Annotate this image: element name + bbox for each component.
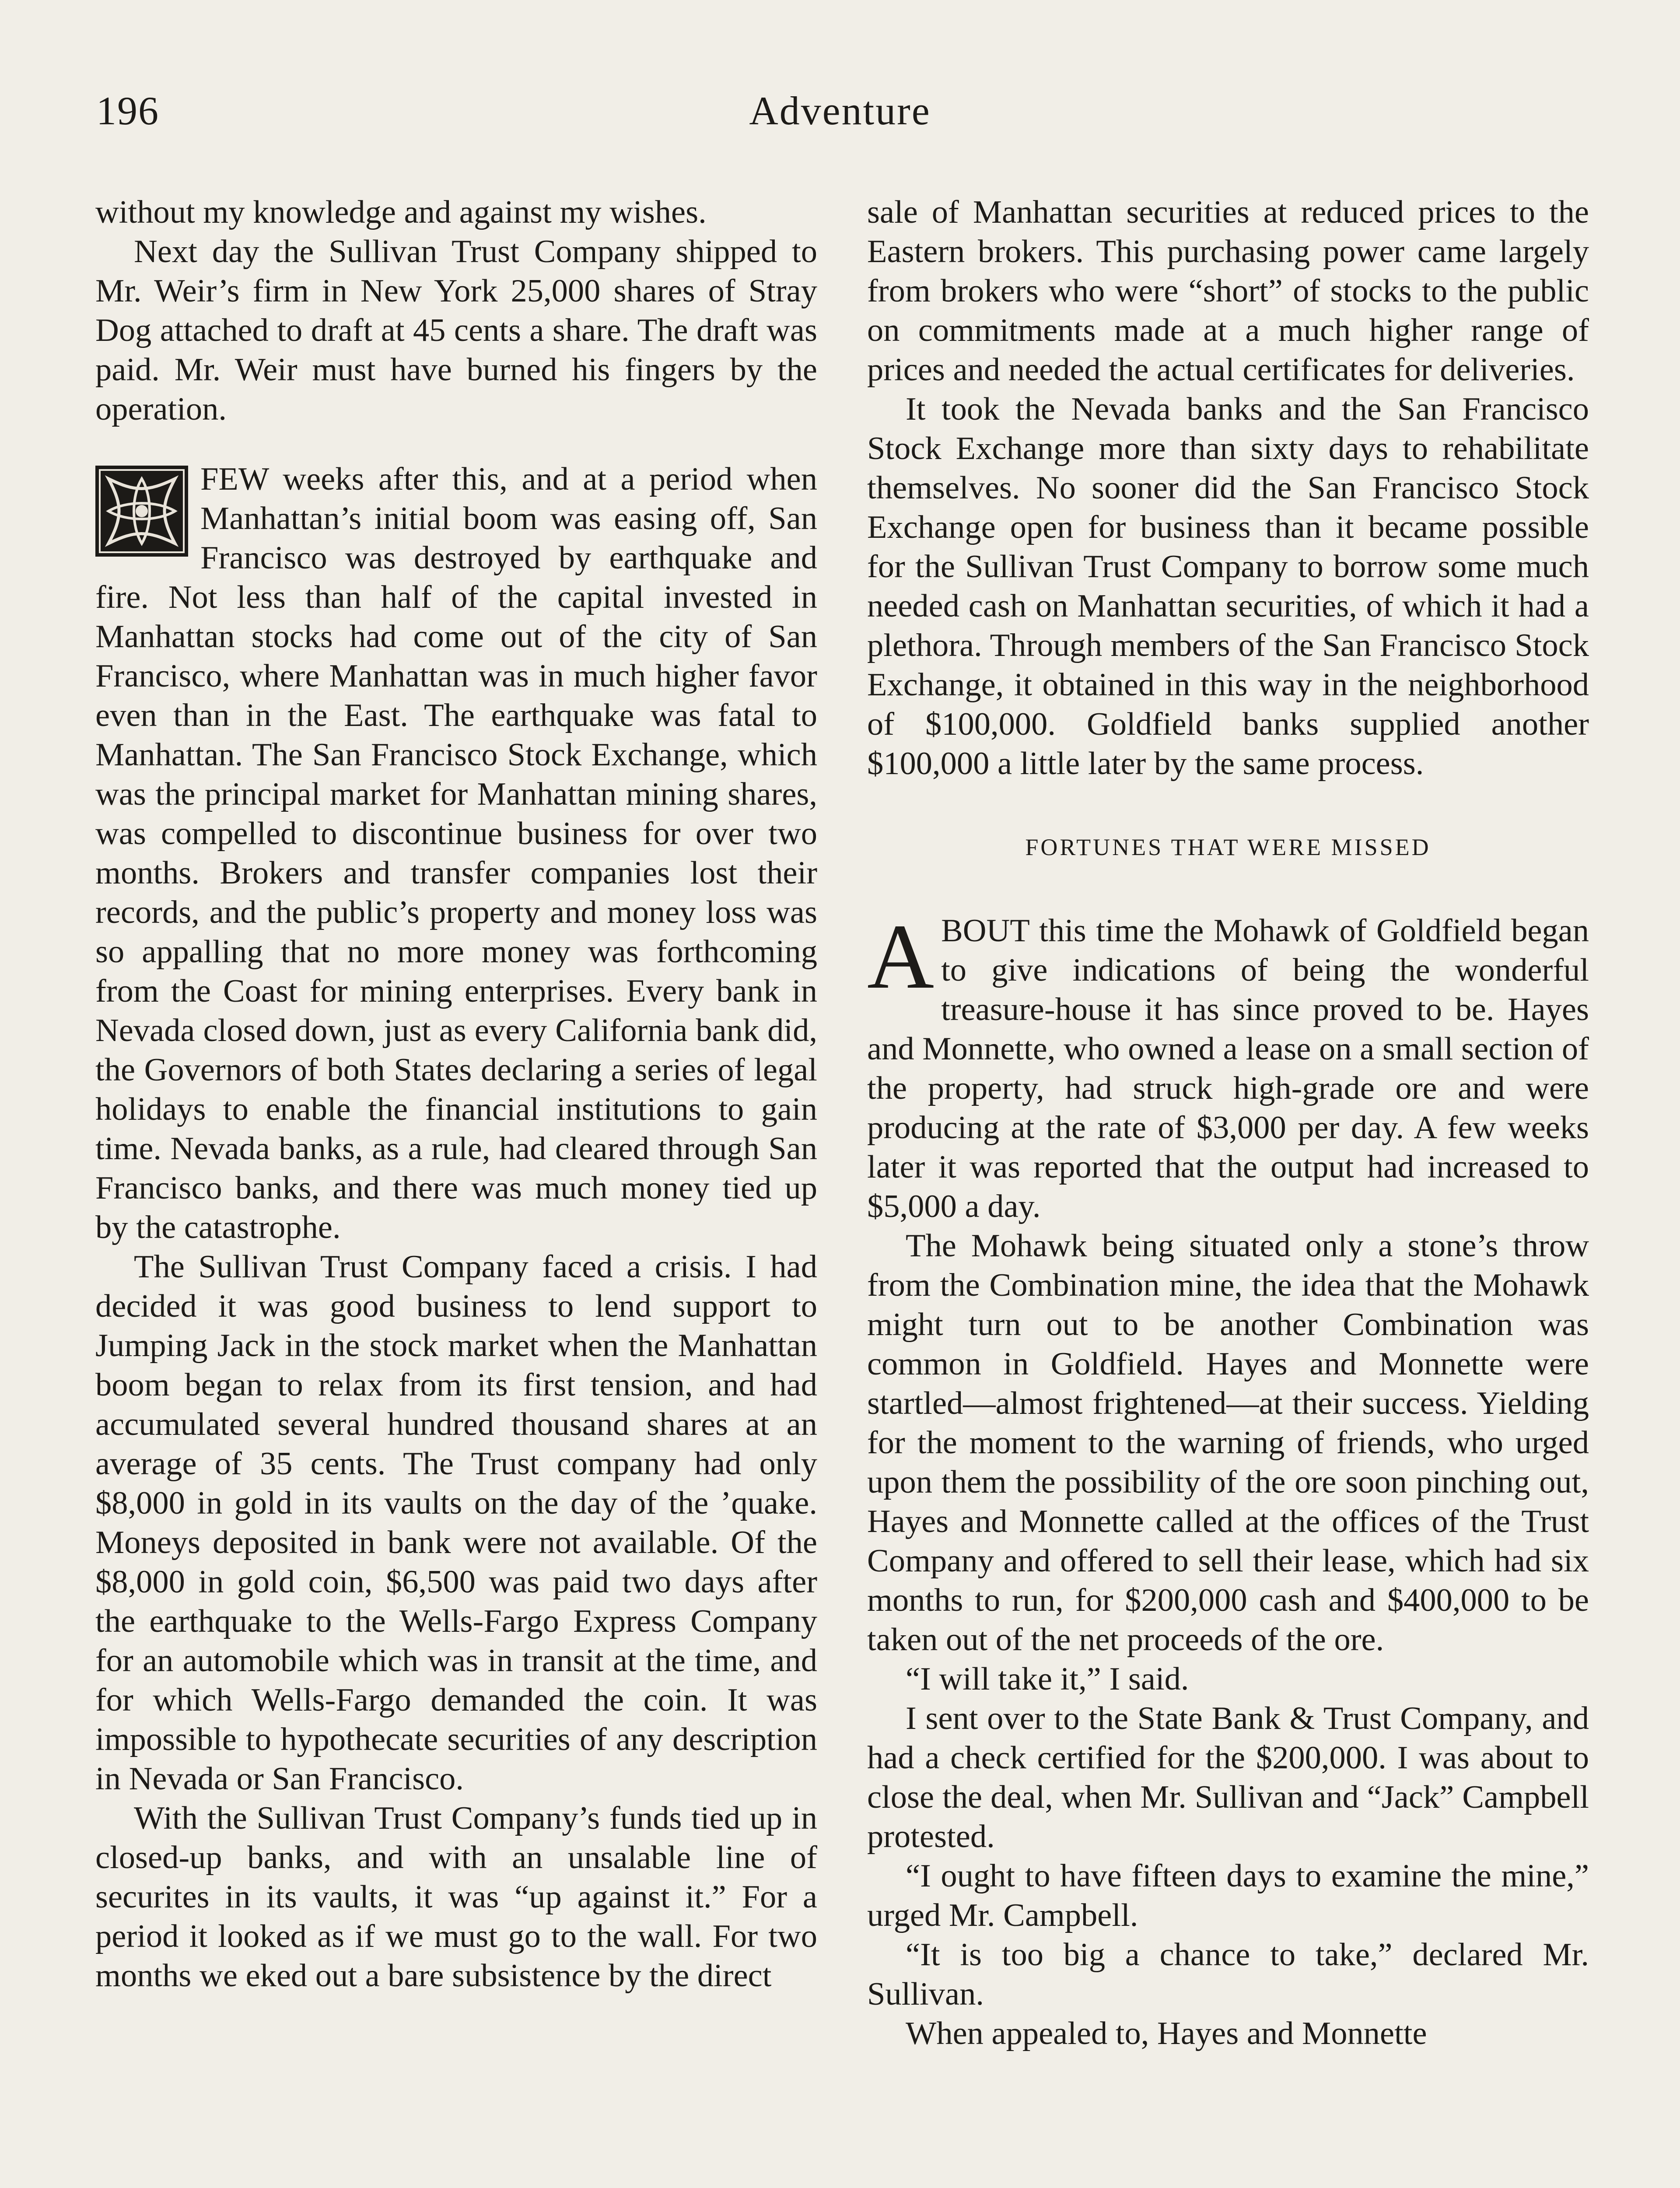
paragraph: Next day the Sullivan Trust Company shipped to Mr. Weir’s firm in New York 25,000 shares of Stray Dog attached to draft at 45 cents a share. The draft was paid. Mr. Weir must have burned his fingers by the operation. xyxy=(95,234,817,427)
paragraph xyxy=(95,459,817,1247)
running-head xyxy=(92,88,1588,140)
paragraph: sale of Manhattan securities at reduced prices to the Eastern brokers. This purchasing power came largely from brokers who were “short” of stocks to the public on commitments made at a much higher range of prices and needed the actual certificates for deliveries. xyxy=(867,194,1589,388)
drop-cap-letter: A xyxy=(867,905,934,1008)
paragraph: The Sullivan Trust Company faced a crisis. I had decided it was good business to lend support to Jumping Jack in the stock market when the Manhattan boom began to relax from its first tension, and had accumulated several hundred thousand shares at an average of 35 cents. The Trust company had only $8,000 in gold in its vaults on the day of the ’quake. Moneys deposited in bank were not available. Of the $8,000 in gold coin, $6,500 was paid two days after the earthquake to the Wells-Fargo Express Company for an automobile which was in transit at the time, and for which Wells-Fargo demanded the coin. It was impossible to hypothecate securities of any description in Nevada or San Francisco. xyxy=(95,1249,817,1797)
page-number: 196 xyxy=(96,88,159,133)
paragraph: “I ought to have fifteen days to examine the mine,” urged Mr. Campbell. xyxy=(867,1858,1589,1933)
paragraph: The Mohawk being situated only a stone’s throw from the Combination mine, the idea that the Mohawk might turn out to be another Combination was common in Goldfield. Hayes and Monnette were startled—almost frightened—at their success. Yielding for the moment to the warning of friends, who urged upon them the possibility of the ore soon pinching out, Hayes and Monnette called at the offices of the Trust Company and offered to sell their lease, which had six months to run, for $200,000 cash and $400,000 to be taken out of the net proceeds of the ore. xyxy=(867,1228,1589,1658)
ornamental-initial-a-icon xyxy=(95,466,188,557)
right-column xyxy=(867,193,1589,2053)
paragraph-text: FEW weeks after this, and at a period when Manhattan’s initial boom was easing off, San Francisco was destroyed by earthquake and fire. Not less than half of the capital invested in Manhattan stocks had come out of the city of San Francisco, where Manhattan was in much higher favor even than in the East. The earthquake was fatal to Manhattan. The San Francisco Stock Exchange, which was the principal market for Manhattan mining shares, was compelled to discontinue business for over two months. Brokers and transfer companies lost their records, and the public’s property and money loss was so appalling that no more money was forthcoming from the Coast for mining enterprises. Every bank in Nevada closed down, just as every California bank did, the Governors of both States declaring a series of legal holidays to enable the financial institutions to gain time. Nevada banks, as a rule, had cleared through San Francisco banks, and there was much money tied up by the catastrophe. xyxy=(95,461,817,1245)
dropcap-paragraph-block xyxy=(867,905,1589,1226)
section-heading: FORTUNES THAT WERE MISSED xyxy=(1025,834,1431,860)
dropcap-paragraph-block xyxy=(95,459,817,1247)
paragraph: I sent over to the State Bank & Trust Company, and had a check certified for the $200,000. I was about to close the deal, when Mr. Sullivan and “Jack” Campbell protested. xyxy=(867,1701,1589,1855)
paragraph: When appealed to, Hayes and Monnette xyxy=(906,2016,1427,2051)
paragraph: With the Sullivan Trust Company’s funds tied up in closed-up banks, and with an unsalable line of securites in its vaults, it was “up against it.” For a period it looked as if we must go to the wall. For two months we eked out a bare subsistence by the direct xyxy=(95,1800,817,1994)
paragraph: BOUT this time the Mohawk of Goldfield began to give indications of being the wonderful treasure-house it has since proved to be. Hayes and Monnette, who owned a lease on a small section of the property, had struck high-grade ore and were producing at the rate of $3,000 per day. A few weeks later it was reported that the output had increased to $5,000 a day. xyxy=(867,913,1589,1224)
paragraph: without my knowledge and against my wishes. xyxy=(95,194,707,230)
paragraph: “It is too big a chance to take,” declared Mr. Sullivan. xyxy=(867,1937,1589,2012)
paragraph: “I will take it,” I said. xyxy=(906,1661,1189,1697)
paragraph: It took the Nevada banks and the San Francisco Stock Exchange more than sixty days to rehabilitate themselves. No sooner did the San Francisco Stock Exchange open for business than it became possible for the Sullivan Trust Company to borrow some much needed cash on Manhattan securities, of which it had a plethora. Through members of the San Francisco Stock Exchange, it obtained in this way in the neighborhood of $100,000. Goldfield banks supplied another $100,000 a little later by the same process. xyxy=(867,391,1589,782)
left-column xyxy=(95,193,817,1995)
magazine-title: Adventure xyxy=(749,88,931,133)
